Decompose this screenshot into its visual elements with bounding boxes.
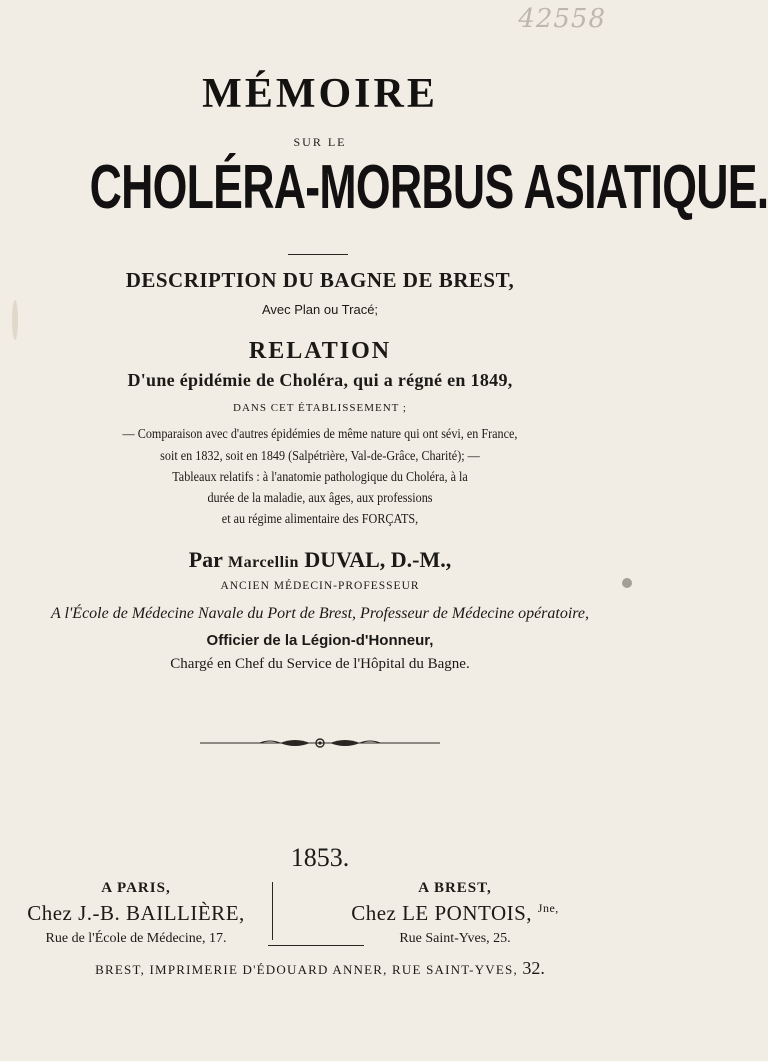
author-first-name: Marcellin bbox=[228, 554, 299, 571]
author-service: Chargé en Chef du Service de l'Hôpital du Bagne. bbox=[170, 656, 470, 672]
author-line bbox=[0, 547, 640, 573]
author-last-name: DUVAL bbox=[304, 547, 380, 572]
publisher-paris bbox=[6, 880, 266, 947]
shelfmark-annotation: 42558 bbox=[518, 4, 606, 34]
publisher-brest-suffix: Jne, bbox=[537, 901, 559, 915]
publisher-brest-name-line bbox=[290, 901, 620, 926]
title-divider bbox=[288, 254, 348, 255]
author-school: A l'École de Médecine Navale du Port de Brest, Professeur de Médecine opératoire, bbox=[50, 605, 590, 622]
publisher-brest-address: Rue Saint-Yves, 25. bbox=[399, 931, 511, 946]
comparison-line: durée de la maladie, aux âges, aux professions bbox=[207, 490, 433, 505]
publisher-paris-city: A PARIS, bbox=[101, 880, 171, 896]
author-par: Par bbox=[188, 547, 223, 572]
footer-divider bbox=[268, 945, 364, 946]
publisher-brest-city: A BREST, bbox=[418, 880, 492, 896]
printer-number: 32. bbox=[522, 958, 545, 978]
comparison-line: Tableaux relatifs : à l'anatomie pathologique du Choléra, à la bbox=[172, 469, 468, 484]
author-honour: Officier de la Légion-d'Honneur, bbox=[206, 632, 434, 649]
paper-blot bbox=[622, 578, 632, 588]
establishment-line: DANS CET ÉTABLISSEMENT ; bbox=[233, 402, 407, 414]
epidemic-line: D'une épidémie de Choléra, qui a régné en 1849, bbox=[127, 370, 513, 390]
publisher-brest bbox=[290, 880, 620, 947]
paper-stain bbox=[12, 300, 18, 340]
comparison-line: et au régime alimentaire des FORÇATS, bbox=[221, 511, 419, 526]
publisher-paris-address: Rue de l'École de Médecine, 17. bbox=[45, 931, 227, 946]
ornament-divider bbox=[200, 735, 440, 751]
publisher-paris-name: Chez J.-B. BAILLIÈRE, bbox=[27, 901, 245, 925]
printer-line bbox=[0, 958, 640, 979]
publication-year: 1853. bbox=[290, 843, 350, 872]
comparison-line: soit en 1832, soit en 1849 (Salpétrière, Val-de-Grâce, Charité); — bbox=[160, 448, 480, 463]
description-heading: DESCRIPTION DU BAGNE DE BREST, bbox=[125, 268, 515, 292]
printer-text: BREST, IMPRIMERIE D'ÉDOUARD ANNER, RUE SAINT-YVES, bbox=[95, 962, 518, 977]
author-degree: , D.-M., bbox=[379, 547, 452, 572]
title-memoire: MÉMOIRE bbox=[202, 71, 438, 117]
publisher-divider bbox=[272, 882, 273, 940]
relation-heading: RELATION bbox=[248, 338, 392, 364]
title-subject: CHOLÉRA-MORBUS ASIATIQUE. bbox=[89, 153, 768, 222]
title-sur-le: SUR LE bbox=[293, 135, 347, 149]
comparison-line: — Comparaison avec d'autres épidémies de même nature qui ont sévi, en France, bbox=[122, 426, 518, 441]
avec-plan-line: Avec Plan ou Tracé; bbox=[261, 302, 379, 317]
author-former-title: ANCIEN MÉDECIN-PROFESSEUR bbox=[220, 580, 420, 592]
publisher-brest-name: Chez LE PONTOIS, bbox=[351, 901, 533, 925]
